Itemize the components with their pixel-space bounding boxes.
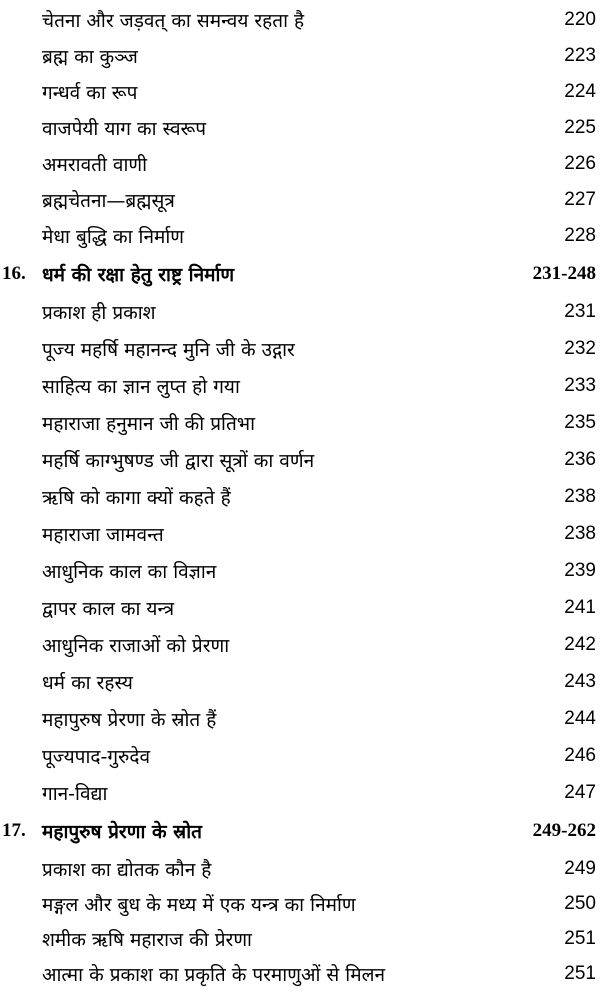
toc-entry: [0, 38, 600, 74]
toc-entry: [0, 775, 600, 811]
page-number: 251: [564, 928, 596, 949]
toc-entry: [0, 110, 600, 146]
page-number: 223: [564, 45, 596, 66]
entry-title: महर्षि काग्भुषण्ड जी द्वारा सूत्रों का वर्णन: [42, 450, 315, 472]
page-range: 249-262: [532, 820, 596, 841]
toc-entry: [0, 627, 600, 663]
entry-title: आधुनिक राजाओं को प्रेरणा: [42, 635, 230, 657]
page-number: 238: [564, 523, 596, 544]
entry-title: मेधा बुद्धि का निर्माण: [42, 226, 185, 248]
page-number: 243: [564, 671, 596, 692]
entry-title: आत्मा के प्रकाश का प्रकृति के परमाणुओं से मिलन: [42, 964, 386, 986]
page-number: 244: [564, 708, 596, 729]
entry-title: महाराजा हनुमान जी की प्रतिभा: [42, 413, 256, 435]
toc-entry: [0, 851, 600, 887]
toc-entry: [0, 701, 600, 737]
page-number: 225: [564, 117, 596, 138]
toc-entry: [0, 146, 600, 182]
entry-title: ब्रह्मचेतना—ब्रह्मसूत्र: [42, 190, 175, 212]
toc-entry: [0, 516, 600, 552]
page-number: 224: [564, 81, 596, 102]
entry-title: पूज्यपाद-गुरुदेव: [42, 746, 151, 768]
entry-title: महाराजा जामवन्त: [42, 524, 164, 546]
entry-title: चेतना और जड़वत् का समन्वय रहता है: [42, 10, 305, 32]
page-number: 228: [564, 225, 596, 246]
toc-entry: [0, 182, 600, 218]
entry-title: गान-विद्या: [42, 783, 108, 805]
page-number: 241: [564, 597, 596, 618]
entry-title: प्रकाश ही प्रकाश: [42, 302, 156, 324]
entry-title: वाजपेयी याग का स्वरूप: [42, 118, 207, 140]
page-number: 231: [564, 301, 596, 322]
toc-entry: [0, 886, 600, 922]
entry-title: आधुनिक काल का विज्ञान: [42, 561, 217, 583]
page-number: 235: [564, 412, 596, 433]
page-number: 251: [564, 963, 596, 984]
entry-title: ऋषि को कागा क्यों कहते हैं: [42, 487, 231, 509]
toc-entry: [0, 405, 600, 441]
page-number: 233: [564, 375, 596, 396]
entry-title: पूज्य महर्षि महानन्द मुनि जी के उद्गार: [42, 339, 295, 361]
entry-title: मङ्गल और बुध के मध्य में एक यन्त्र का निर्माण: [42, 894, 356, 916]
toc-entry: [0, 956, 600, 992]
entry-title: धर्म का रहस्य: [42, 672, 133, 694]
entry-title: महापुरुष प्रेरणा के स्रोत हैं: [42, 709, 217, 731]
toc-entry: [0, 2, 600, 38]
toc-entry: [0, 664, 600, 700]
toc-entry: [0, 331, 600, 367]
chapter-title: महापुरुष प्रेरणा के स्रोत: [42, 821, 202, 843]
page-number: 247: [564, 782, 596, 803]
toc-entry: [0, 442, 600, 478]
toc-entry: [0, 590, 600, 626]
entry-title: शमीक ऋषि महाराज की प्रेरणा: [42, 929, 252, 951]
toc-entry: [0, 368, 600, 404]
page-number: 232: [564, 338, 596, 359]
toc-entry: [0, 294, 600, 330]
page-number: 246: [564, 745, 596, 766]
chapter-number: 17.: [2, 820, 26, 841]
entry-title: गन्धर्व का रूप: [42, 82, 138, 104]
page-number: 250: [564, 893, 596, 914]
toc-entry: [0, 921, 600, 957]
chapter-heading: [0, 813, 600, 849]
chapter-number: 16.: [2, 263, 26, 284]
page-number: 236: [564, 449, 596, 470]
chapter-heading: [0, 256, 600, 292]
chapter-title: धर्म की रक्षा हेतु राष्ट्र निर्माण: [42, 264, 235, 286]
entry-title: अमरावती वाणी: [42, 154, 148, 176]
page-number: 238: [564, 486, 596, 507]
toc-entry: [0, 738, 600, 774]
entry-title: प्रकाश का द्योतक कौन है: [42, 859, 212, 881]
page-number: 227: [564, 189, 596, 210]
page-number: 220: [564, 9, 596, 30]
page-number: 242: [564, 634, 596, 655]
page-number: 249: [564, 858, 596, 879]
toc-entry: [0, 553, 600, 589]
entry-title: ब्रह्म का कुञ्ज: [42, 46, 138, 68]
page-range: 231-248: [532, 263, 596, 284]
page-number: 239: [564, 560, 596, 581]
page-number: 226: [564, 153, 596, 174]
toc-entry: [0, 74, 600, 110]
toc-entry: [0, 218, 600, 254]
toc-entry: [0, 479, 600, 515]
entry-title: साहित्य का ज्ञान लुप्त हो गया: [42, 376, 240, 398]
entry-title: द्वापर काल का यन्त्र: [42, 598, 175, 620]
